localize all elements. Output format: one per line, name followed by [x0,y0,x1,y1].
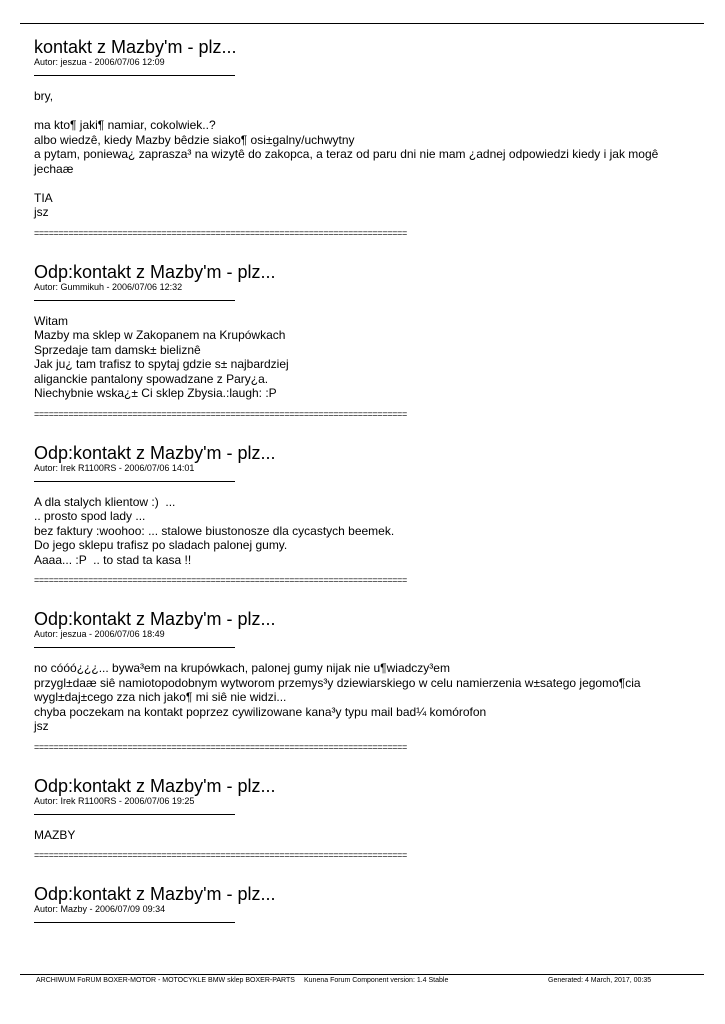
forum-post [34,443,694,586]
post-separator: ============================================================================ [34,408,407,419]
post-title: Odp:kontakt z Mazby'm - plz... [34,442,276,463]
post-header-rule [34,75,235,76]
header-rule [20,23,704,24]
post-separator: ============================================================================ [34,575,407,585]
post-body: Witam Mazby ma sklep w Zakopanem na Krupówkach Sprzedaje tam damsk± bieliznê Jak ju¿ tam trafisz to spytaj gdzie s± najbardziej aliganckie pantalony spowadzane z Pary¿a. Niechybnie wska¿± Ci sklep Zbysia.:laugh: :P [34,313,289,400]
forum-post [34,776,694,861]
post-body: no cóóó¿¿¿... bywa³em na krupówkach, palonej gumy nijak nie u¶wiadczy³em przygl±daæ siê namiotopodobnym wytworom przemys³y dziewiarskiego w celu namierzenia w±satego jegomo¶cia wygl±daj±cego zza nich jako¶ mi siê nie widzi... chyba poczekam na kontakt poprzez cywilizowane kana³y typu mail bad¼ komórofon jsz [34,661,641,733]
forum-post [34,609,694,752]
post-header-rule [34,300,235,301]
forum-post [34,262,694,419]
forum-post [34,884,694,923]
post-author-date: Autor: jeszua - 2006/07/06 18:49 [34,629,165,639]
footer-component-version: Kunena Forum Component version: 1.4 Stable [304,977,449,984]
post-header-rule [34,814,235,815]
post-body: MAZBY [34,827,76,842]
post-title: Odp:kontakt z Mazby'm - plz... [34,884,276,904]
post-title: Odp:kontakt z Mazby'm - plz... [34,775,276,796]
post-header-rule [34,922,235,923]
post-list [34,37,694,936]
post-header-rule [34,647,235,648]
footer-generated-date: Generated: 4 March, 2017, 00:35 [548,977,652,984]
post-title: Odp:kontakt z Mazby'm - plz... [34,609,276,629]
post-author-date: Autor: Irek R1100RS - 2006/07/06 19:25 [34,795,195,806]
footer-rule [20,974,704,975]
post-title: kontakt z Mazby'm - plz... [34,37,237,57]
post-header-rule [34,481,235,482]
post-body: bry, ma kto¶ jaki¶ namiar, cokolwiek..? albo wiedzê, kiedy Mazby bêdzie siako¶ osi±galny/uchwytny a pytam, poniewa¿ zaprasza³ na wizytê do zakopca, a teraz od paru dni nie mam ¿adnej odpowiedzi kiedy i jak mogê jechaæ TIA jsz [34,89,659,219]
forum-post [34,37,694,238]
post-title: Odp:kontakt z Mazby'm - plz... [34,261,276,282]
post-body: A dla stalych klientow :) ... .. prosto spod lady ... bez faktury :woohoo: ... stalowe biustonosze dla cycastych beemek. Do jego sklepu trafisz po sladach palonej gumy. Aaaa... :P .. to stad ta kasa !! [34,494,395,567]
post-separator: ============================================================================ [34,741,407,752]
post-author-date: Autor: Irek R1100RS - 2006/07/06 14:01 [34,462,195,473]
post-separator: ============================================================================ [34,227,407,238]
post-author-date: Autor: Mazby - 2006/07/09 09:34 [34,904,166,914]
post-separator: ============================================================================ [34,850,407,860]
post-author-date: Autor: jeszua - 2006/07/06 12:09 [34,57,165,67]
footer-site-name: ARCHIWUM FoRUM BOXER-MOTOR - MOTOCYKLE BMW sklep BOXER-PARTS [36,977,295,984]
post-author-date: Autor: Gummikuh - 2006/07/06 12:32 [34,281,183,292]
